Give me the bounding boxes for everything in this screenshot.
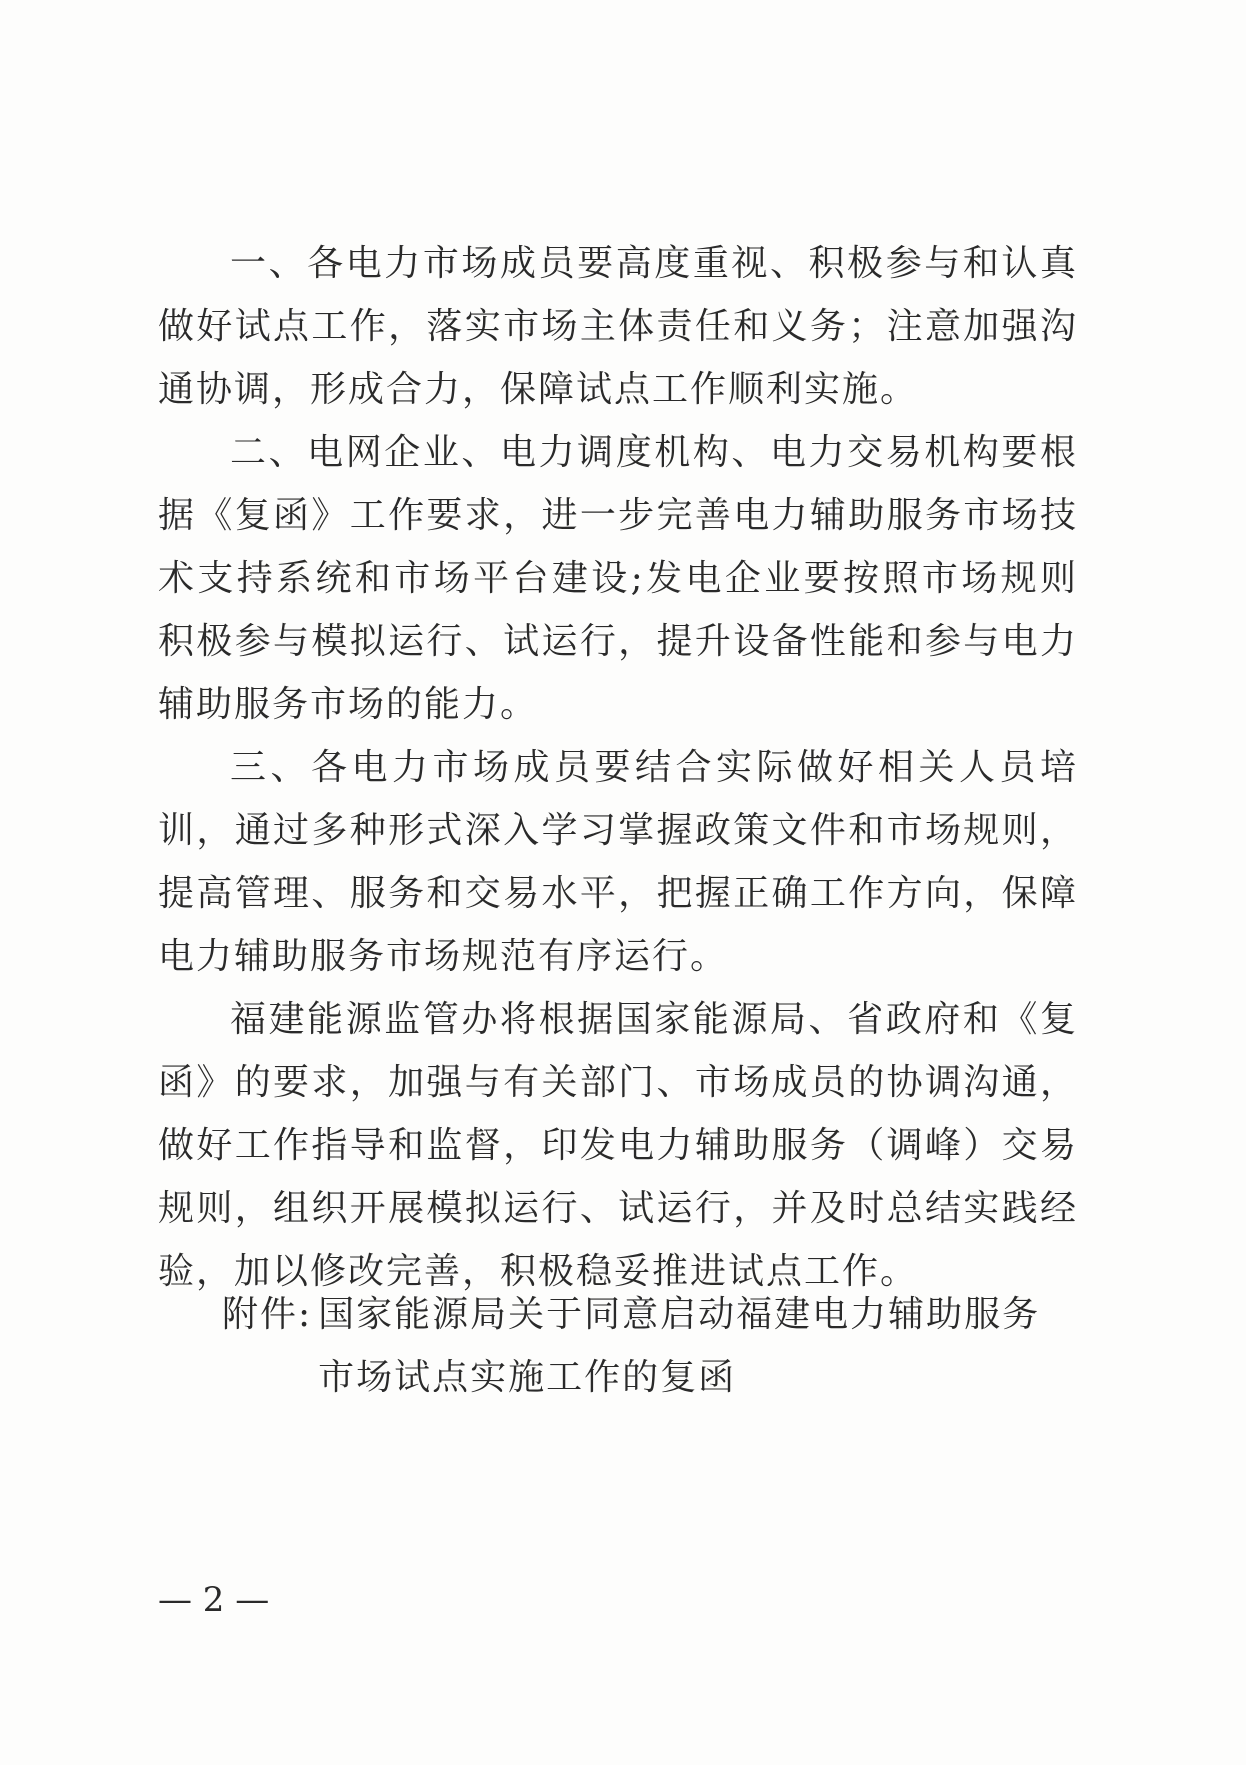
paragraph-4: 福建能源监管办将根据国家能源局、省政府和《复函》的要求，加强与有关部门、市场成员的协调沟通，做好工作指导和监督，印发电力辅助服务（调峰）交易规则，组织开展模拟运行、试运行，并及时总结实践经验，加以修改完善，积极稳妥推进试点工作。: [158, 999, 1078, 1292]
paragraph-3: 三、各电力市场成员要结合实际做好相关人员培训，通过多种形式深入学习掌握政策文件和市场规则，提高管理、服务和交易水平，把握正确工作方向，保障电力辅助服务市场规范有序运行。: [158, 747, 1078, 977]
paragraph-1: 一、各电力市场成员要高度重视、积极参与和认真做好试点工作，落实市场主体责任和义务；注意加强沟通协调，形成合力，保障试点工作顺利实施。: [158, 243, 1078, 410]
paragraph-2: 二、电网企业、电力调度机构、电力交易机构要根据《复函》工作要求，进一步完善电力辅助服务市场技术支持系统和市场平台建设;发电企业要按照市场规则积极参与模拟运行、试运行，提升设备性能和参与电力辅助服务市场的能力。: [158, 432, 1078, 725]
document-body: [158, 232, 1078, 1303]
attachment-label: 附件:: [222, 1294, 313, 1335]
attachment-note: [222, 1283, 1078, 1409]
page-number: — 2 —: [158, 1580, 270, 1620]
attachment-title: 国家能源局关于同意启动福建电力辅助服务市场试点实施工作的复函: [318, 1294, 1041, 1398]
